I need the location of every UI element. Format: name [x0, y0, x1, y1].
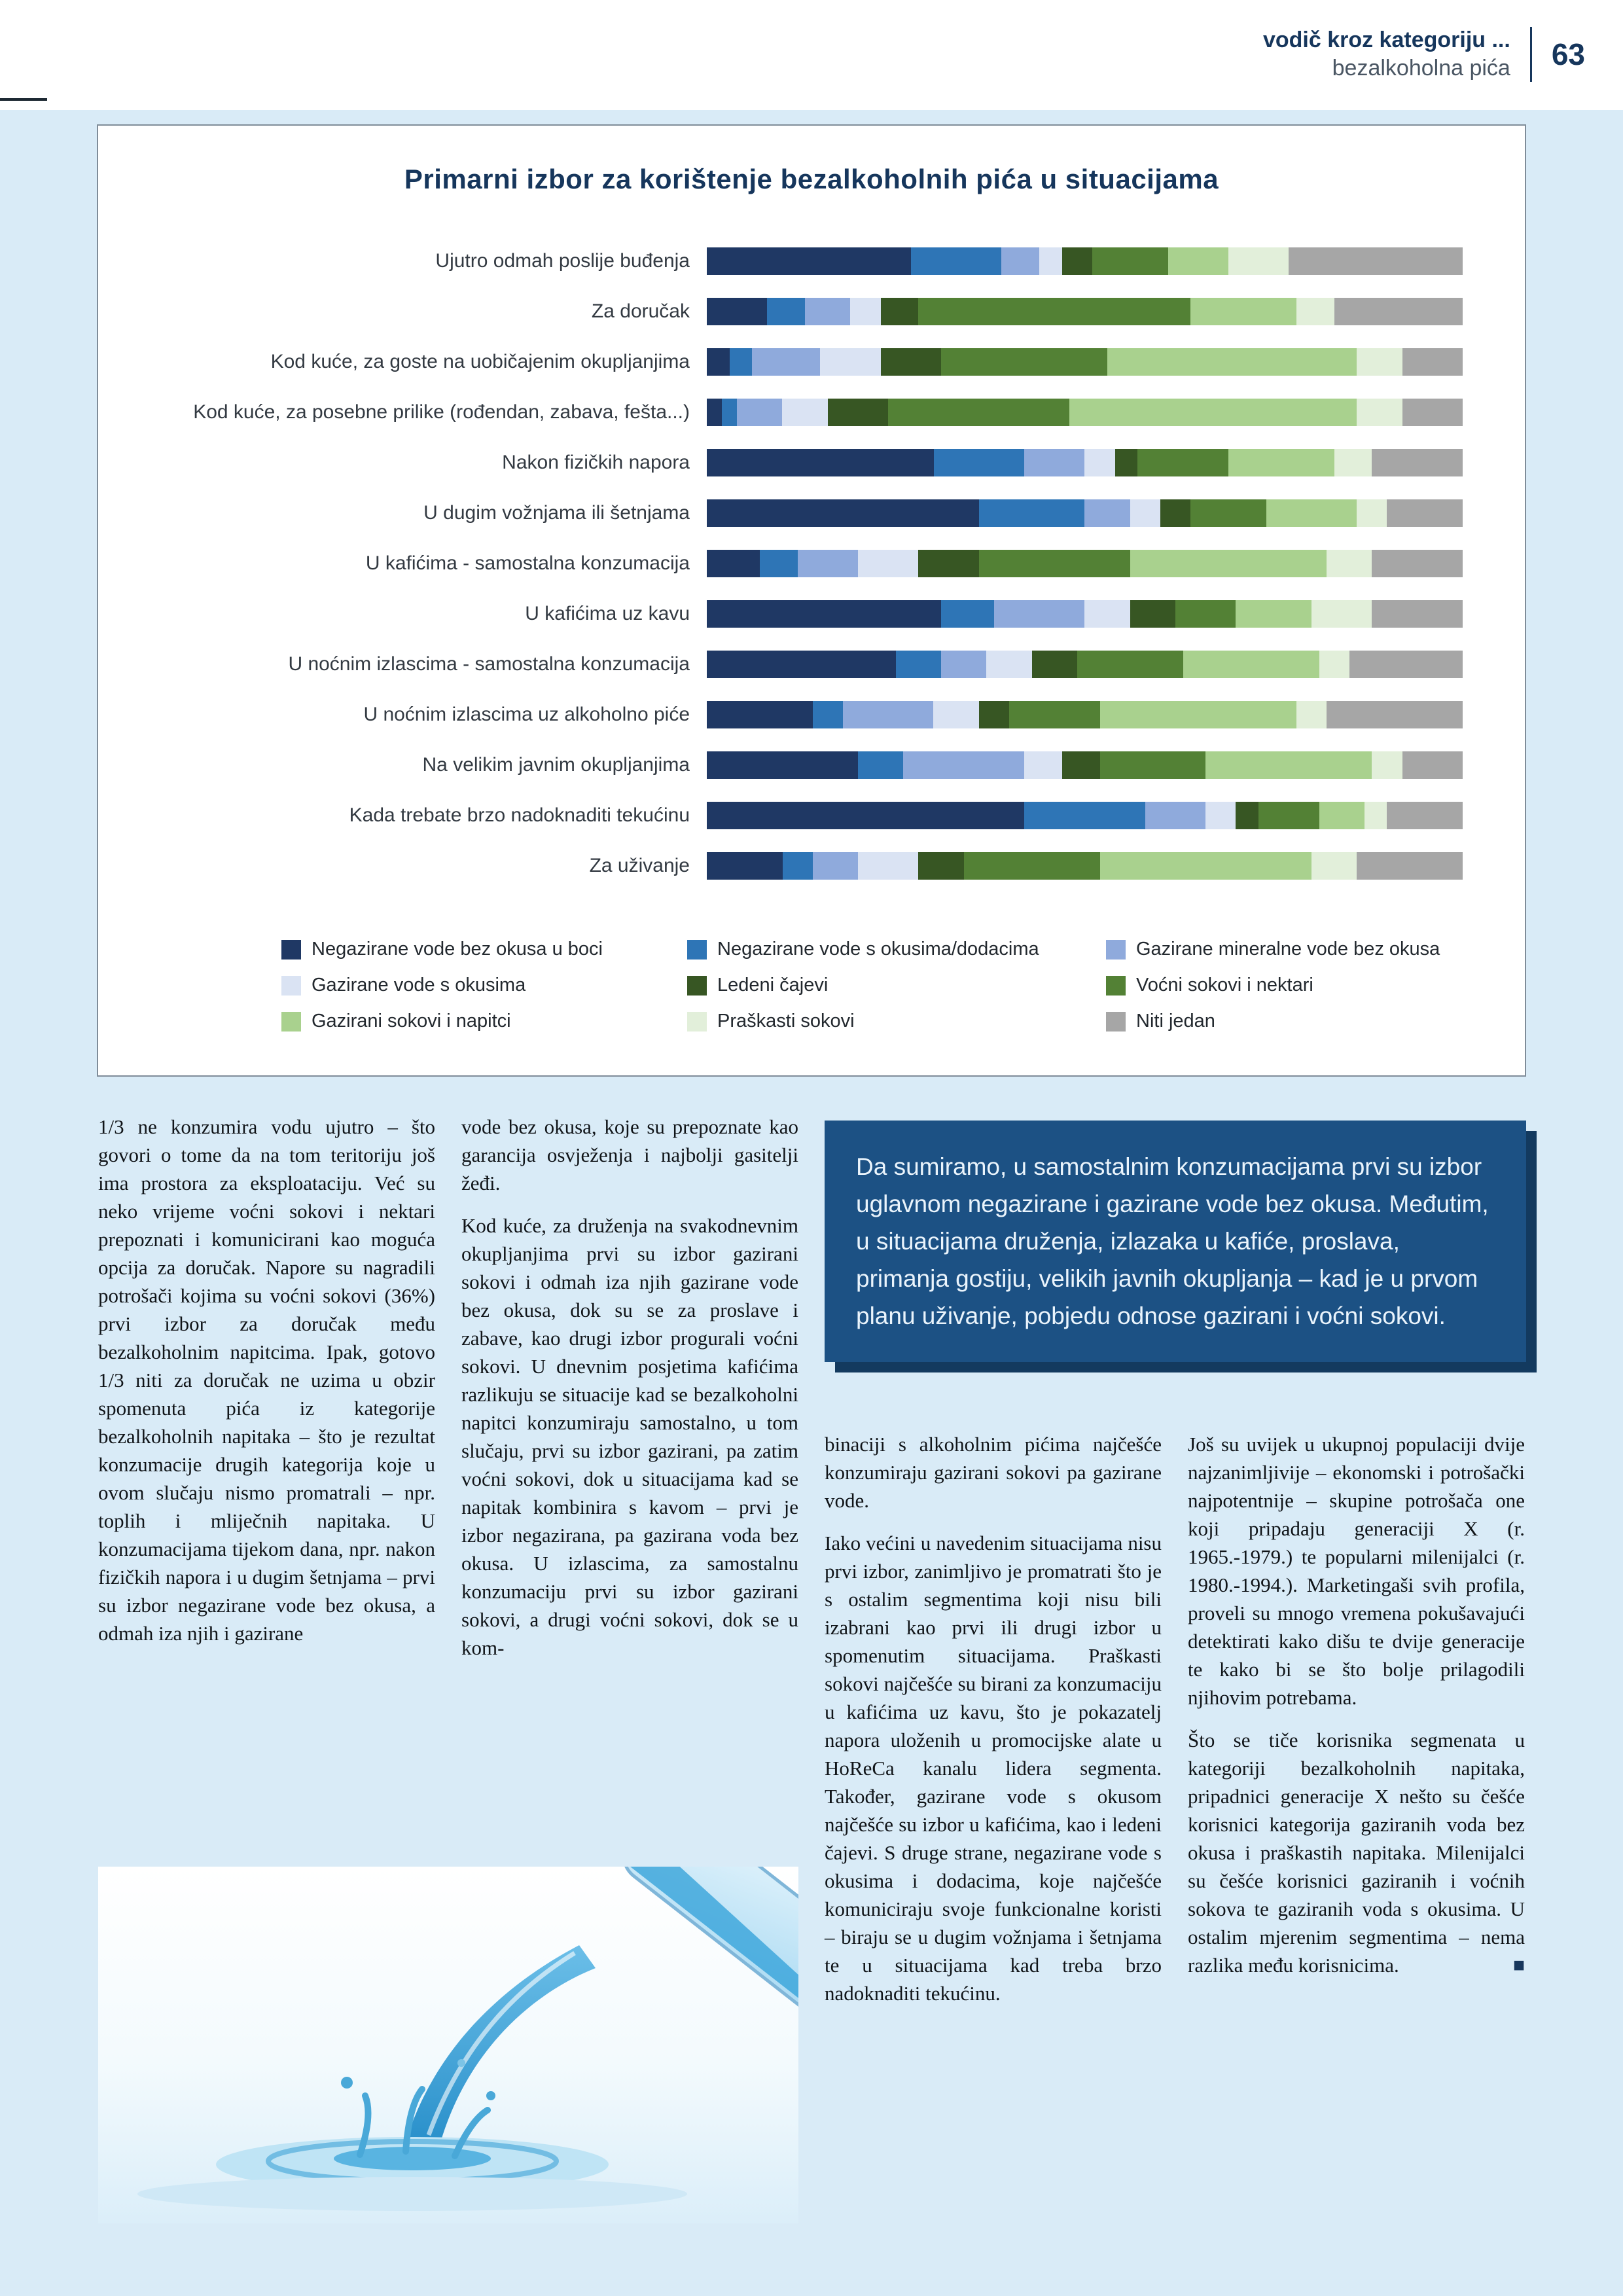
bar-segment: [1084, 600, 1130, 628]
stacked-bar: [707, 399, 1463, 426]
bar-segment: [1334, 449, 1372, 476]
bar-segment: [881, 348, 941, 376]
chart-row: [98, 286, 1463, 336]
bar-segment: [1349, 651, 1463, 678]
bar-segment: [1009, 701, 1100, 728]
water-pour-illustration: [98, 1867, 798, 2223]
article-column-3: [825, 1430, 1162, 2022]
legend-column: [281, 939, 687, 1032]
chart-category-label: Ujutro odmah poslije buđenja: [435, 250, 690, 272]
legend-label: Praškasti sokovi: [717, 1011, 855, 1031]
bar-segment: [1334, 298, 1463, 325]
bar-segment: [1357, 348, 1402, 376]
bar-segment: [903, 751, 1024, 779]
chart-row: [98, 740, 1463, 790]
bar-segment: [707, 449, 934, 476]
bar-segment: [850, 298, 880, 325]
stacked-bar: [707, 802, 1463, 829]
bar-segment: [858, 852, 918, 880]
bar-segment: [1327, 701, 1463, 728]
legend-swatch-icon: [687, 940, 707, 960]
bar-segment: [752, 348, 820, 376]
chart-row: [98, 538, 1463, 588]
legend-label: Gazirane mineralne vode bez okusa: [1136, 939, 1440, 960]
stacked-bar: [707, 247, 1463, 275]
bar-segment: [1069, 399, 1357, 426]
legend-label: Negazirane vode s okusima/dodacima: [717, 939, 1039, 960]
left-margin-rule: [0, 98, 47, 101]
bar-segment: [1266, 499, 1357, 527]
chart-row: [98, 840, 1463, 891]
stacked-bar: [707, 348, 1463, 376]
header-right-block: [1263, 26, 1585, 82]
stacked-bar: [707, 298, 1463, 325]
bar-segment: [707, 600, 941, 628]
page-number: 63: [1551, 37, 1585, 71]
bar-segment: [828, 399, 888, 426]
chart-title: Primarni izbor za korištenje bezalkoholnih pića u situacijama: [404, 164, 1219, 194]
bar-segment: [707, 499, 979, 527]
chart-card: [97, 124, 1526, 1077]
bar-segment: [1311, 600, 1372, 628]
legend-label: Niti jedan: [1136, 1011, 1215, 1031]
bar-segment: [918, 852, 963, 880]
bar-segment: [1183, 651, 1319, 678]
bar-segment: [994, 600, 1085, 628]
stacked-bar: [707, 550, 1463, 577]
article-paragraph: Još su uvijek u ukupnoj populaciji dvije najzanimljivije – ekonomski i potrošački najpotentnije – skupine potrošača one koji pripadaju generaciji X (r. 1965.-1979.) te popularni milenijalci (r. 1980.-1994.). Marketingaši svih profila, proveli su mnogo vremena pokušavajući detektirati kako dišu te dvije generacije te kako bi se što bolje prilagodili njihovim potrebama.: [1188, 1433, 1525, 1709]
bar-segment: [1402, 348, 1463, 376]
bar-segment: [1372, 449, 1463, 476]
article-paragraph: Što se tiče korisnika segmenata u kategoriji bezalkoholnih napitaka, pripadnici generacije X nešto su češće korisnici kategorija gaziranih voda bez okusa i praškastih napitaka. Milenijalci su češće korisnici gaziranih i voćnih sokova te gaziranih voda s okusima. U ostalim mjerenim segmentima – nema razlika među korisnicima. ■: [1188, 1726, 1525, 1979]
bar-segment: [881, 298, 919, 325]
bar-segment: [918, 298, 1190, 325]
chart-row: [98, 488, 1463, 538]
legend-label: Gazirane vode s okusima: [312, 975, 526, 996]
chart-category-label: U kafićima uz kavu: [525, 603, 690, 624]
bar-segment: [1130, 499, 1160, 527]
bar-segment: [1402, 399, 1463, 426]
legend-label: Voćni sokovi i nektari: [1136, 975, 1313, 996]
bar-segment: [986, 651, 1031, 678]
chart-row: [98, 790, 1463, 840]
legend-swatch-icon: [281, 1012, 301, 1031]
bar-segment: [1289, 247, 1463, 275]
bar-segment: [1205, 751, 1372, 779]
chart-category-label: Kod kuće, za goste na uobičajenim okupljanjima: [270, 351, 690, 372]
bar-segment: [1236, 600, 1311, 628]
chart-rows: [98, 236, 1463, 891]
bar-segment: [1372, 600, 1463, 628]
bar-segment: [1296, 298, 1334, 325]
article-paragraph: Iako većini u navedenim situacijama nisu prvi izbor, zanimljivo je promatrati što je s ostalim segmentima koji nisu bili izabrani kao prvi ili drugi izbor u spomenutim situacijama. Praškasti sokovi najčešće su birani za konzumaciju u kafićima uz kavu, što je pokazatelj napora uloženih u promocijske alate u HoReCa kanalu lidera segmenta. Također, gazirane vode s okusom najčešće su izbor u kafićima, kao i ledeni čajevi. S druge strane, negazirane vode s okusima i dodacima, koje najčešće komuniciraju svoje funkcionalne koristi – biraju se u dugim vožnjama i šetnjama te u situacijama kad treba brzo nadoknaditi tekućinu.: [825, 1532, 1162, 2005]
chart-category-label: Nakon fizičkih napora: [502, 452, 690, 473]
legend-item: [281, 1011, 687, 1032]
bar-segment: [1296, 701, 1327, 728]
chart-category-label: Kada trebate brzo nadoknaditi tekućinu: [349, 804, 690, 826]
bar-segment: [979, 701, 1009, 728]
article-paragraph: Kod kuće, za druženja na svakodnevnim okupljanjima prvi su izbor gazirani sokovi i odmah iza njih gazirane vode bez okusa, dok su se za proslave i zabave, kao drugi izbor progurali voćni sokovi. U dnevnim posjetima kafićima razlikuju se situacije kad se bezalkoholni napitci konzumiraju samostalno, u tom slučaju, prvi su izbor gazirani, pa zatim voćni sokovi, dok u situacijama kad se napitak kombinira s kavom – prvi je izbor negazirana, pa gazirana voda bez okusa. U izlascima, za samostalnu konzumaciju prvi su izbor gazirani sokovi, a drugi voćni sokovi, dok se u kom-: [461, 1214, 798, 1659]
article-end-mark-icon: ■: [1512, 1954, 1525, 1976]
bar-segment: [1137, 449, 1228, 476]
bar-segment: [1228, 247, 1289, 275]
chart-row: [98, 236, 1463, 286]
legend-item: [281, 939, 687, 960]
bar-segment: [760, 550, 798, 577]
bar-segment: [707, 852, 783, 880]
bar-segment: [798, 550, 858, 577]
bar-segment: [1084, 449, 1115, 476]
chart-row: [98, 689, 1463, 740]
bar-segment: [707, 751, 858, 779]
legend-item: [281, 975, 687, 996]
bar-segment: [1190, 298, 1296, 325]
bar-segment: [1145, 802, 1205, 829]
bar-segment: [1357, 399, 1402, 426]
chart-category-label: Za uživanje: [589, 855, 690, 876]
bar-segment: [730, 348, 753, 376]
bar-segment: [1236, 802, 1258, 829]
chart-category-label: U noćnim izlascima uz alkoholno piće: [363, 704, 690, 725]
bar-segment: [1205, 802, 1236, 829]
bar-segment: [1387, 499, 1463, 527]
bar-segment: [707, 399, 722, 426]
bar-segment: [1100, 751, 1206, 779]
legend-item: [687, 939, 1106, 960]
bar-segment: [1092, 247, 1168, 275]
chart-row: [98, 639, 1463, 689]
bar-segment: [941, 348, 1107, 376]
legend-item: [1106, 939, 1486, 960]
bar-segment: [1024, 449, 1084, 476]
bar-segment: [813, 852, 858, 880]
header-category-title: vodič kroz kategoriju ...: [1262, 27, 1510, 52]
bar-segment: [707, 348, 730, 376]
bar-segment: [1372, 550, 1463, 577]
article-paragraph: 1/3 ne konzumira vodu ujutro – što govori o tome da na tom teritoriju još ima prostora za eksploataciju. Već su neko vrijeme voćni sokovi i nektari prepoznati i komunicirani kao moguća opcija za doručak. Napore su nagradili potrošači kojima su voćni sokovi (36%) prvi izbor za doručak među bezalkoholnim napitcima. Ipak, gotovo 1/3 niti za doručak ne uzima u obzir spomenuta pića iz kategorije bezalkoholnih napitaka – što je rezultat konzumacije drugih kategorija koje u ovom slučaju nismo promatrali – npr. toplih i mliječnih napitaka. U konzumacijama tijekom dana, npr. nakon fizičkih napora i u dugim šetnjama – prvi su izbor negazirane vode bez okusa, a odmah iza njih i gazirane: [98, 1115, 435, 1645]
bar-segment: [1228, 449, 1334, 476]
bar-segment: [1084, 499, 1130, 527]
legend-column: [1106, 939, 1486, 1032]
stacked-bar: [707, 751, 1463, 779]
legend-item: [687, 975, 1106, 996]
chart-row: [98, 588, 1463, 639]
bar-segment: [782, 399, 827, 426]
bar-segment: [1258, 802, 1319, 829]
bar-segment: [1175, 600, 1236, 628]
bar-segment: [888, 399, 1069, 426]
legend-item: [687, 1011, 1106, 1032]
bar-segment: [1402, 751, 1463, 779]
stacked-bar: [707, 499, 1463, 527]
article-paragraph: vode bez okusa, koje su prepoznate kao garancija osvježenja i najbolji gasitelji žeđi.: [461, 1115, 798, 1194]
bar-segment: [1327, 550, 1372, 577]
stacked-bar: [707, 701, 1463, 728]
bar-segment: [1107, 348, 1357, 376]
legend-column: [687, 939, 1106, 1032]
header-divider: [1530, 27, 1532, 82]
bar-segment: [979, 499, 1085, 527]
water-pour-image: [98, 1867, 798, 2223]
bar-segment: [1001, 247, 1039, 275]
bar-segment: [707, 247, 911, 275]
bar-segment: [1100, 852, 1311, 880]
bar-segment: [783, 852, 813, 880]
bar-segment: [707, 298, 767, 325]
stacked-bar: [707, 449, 1463, 476]
bar-segment: [941, 600, 994, 628]
legend-label: Gazirani sokovi i napitci: [312, 1011, 511, 1031]
bar-segment: [1160, 499, 1190, 527]
bar-segment: [1387, 802, 1463, 829]
bar-segment: [1357, 852, 1463, 880]
article-column-2: [461, 1113, 798, 1676]
bar-segment: [707, 701, 813, 728]
bar-segment: [1039, 247, 1062, 275]
chart-category-label: Kod kuće, za posebne prilike (rođendan, zabava, fešta...): [193, 401, 690, 423]
legend-item: [1106, 975, 1486, 996]
bar-segment: [1024, 802, 1145, 829]
stacked-bar: [707, 600, 1463, 628]
bar-segment: [722, 399, 737, 426]
bar-segment: [707, 550, 760, 577]
article-column-4: [1188, 1430, 1525, 1994]
header-titles: [1263, 26, 1510, 82]
bar-segment: [805, 298, 850, 325]
chart-category-label: Za doručak: [591, 300, 690, 322]
chart-category-label: U noćnim izlascima - samostalna konzumacija: [288, 653, 690, 675]
chart-category-label: U kafićima - samostalna konzumacija: [365, 552, 690, 574]
bar-segment: [1024, 751, 1062, 779]
bar-segment: [1168, 247, 1228, 275]
chart-row: [98, 336, 1463, 387]
article-column-1: [98, 1113, 435, 1662]
bar-segment: [707, 651, 896, 678]
bar-segment: [1311, 852, 1357, 880]
bar-segment: [933, 701, 978, 728]
bar-segment: [707, 802, 1024, 829]
header-category-subtitle: bezalkoholna pića: [1332, 55, 1510, 81]
bar-segment: [896, 651, 941, 678]
legend-swatch-icon: [281, 976, 301, 996]
bar-segment: [858, 751, 903, 779]
legend-swatch-icon: [1106, 1012, 1126, 1031]
bar-segment: [941, 651, 986, 678]
bar-segment: [964, 852, 1100, 880]
legend-item: [1106, 1011, 1486, 1032]
bar-segment: [1364, 802, 1387, 829]
bar-segment: [911, 247, 1002, 275]
bar-segment: [1130, 600, 1175, 628]
bar-segment: [918, 550, 978, 577]
bar-segment: [737, 399, 782, 426]
legend-swatch-icon: [281, 940, 301, 960]
bar-segment: [934, 449, 1025, 476]
chart-category-label: Na velikim javnim okupljanjima: [422, 754, 690, 776]
legend-label: Negazirane vode bez okusa u boci: [312, 939, 603, 960]
bar-segment: [1190, 499, 1266, 527]
bar-segment: [1077, 651, 1183, 678]
bar-segment: [1115, 449, 1138, 476]
bar-segment: [1032, 651, 1077, 678]
bar-segment: [767, 298, 805, 325]
bar-segment: [1062, 247, 1092, 275]
legend-label: Ledeni čajevi: [717, 975, 829, 996]
article-paragraph: binaciji s alkoholnim pićima najčešće konzumiraju gazirani sokovi pa gazirane vode.: [825, 1433, 1162, 1512]
page-header: [0, 0, 1623, 110]
chart-category-label: U dugim vožnjama ili šetnjama: [423, 502, 690, 524]
stacked-bar: [707, 651, 1463, 678]
chart-row: [98, 387, 1463, 437]
bar-segment: [813, 701, 843, 728]
bar-segment: [979, 550, 1130, 577]
bar-segment: [1372, 751, 1402, 779]
bar-segment: [1319, 651, 1349, 678]
summary-callout: Da sumiramo, u samostalnim konzumacijama prvi su izbor uglavnom negazirane i gazirane vode bez okusa. Međutim, u situacijama druženja, izlazaka u kafiće, proslava, primanja gostiju, velikih javnih okupljanja – kad je u prvom planu uživanje, pobjedu odnose gazirani i voćni sokovi.: [825, 1121, 1526, 1362]
bar-segment: [843, 701, 934, 728]
stacked-bar: [707, 852, 1463, 880]
bar-segment: [1062, 751, 1100, 779]
chart-legend: [281, 939, 1486, 1032]
bar-segment: [1130, 550, 1327, 577]
legend-swatch-icon: [687, 976, 707, 996]
legend-swatch-icon: [1106, 976, 1126, 996]
legend-swatch-icon: [687, 1012, 707, 1031]
bar-segment: [858, 550, 918, 577]
bar-segment: [1100, 701, 1296, 728]
chart-row: [98, 437, 1463, 488]
bar-segment: [1319, 802, 1364, 829]
legend-swatch-icon: [1106, 940, 1126, 960]
bar-segment: [1357, 499, 1387, 527]
bar-segment: [820, 348, 880, 376]
